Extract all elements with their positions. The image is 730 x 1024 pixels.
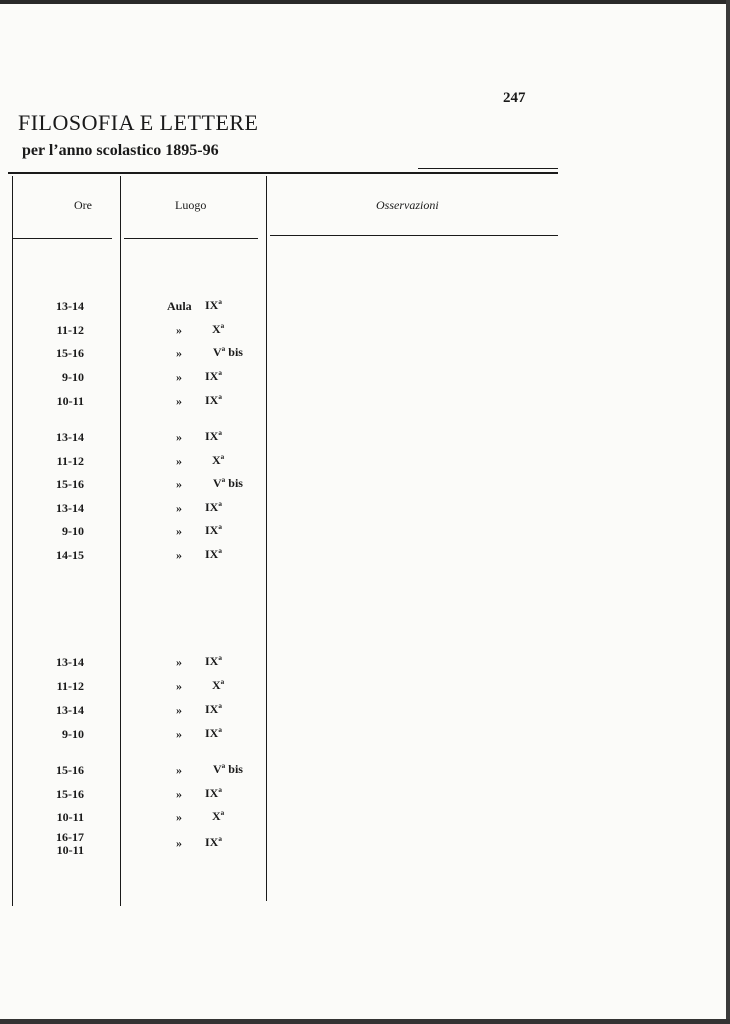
table-row-ore: 13-14 bbox=[56, 299, 84, 313]
table-top-rule bbox=[8, 172, 558, 174]
table-row-luogo-prefix: » bbox=[176, 454, 182, 468]
table-row-ore: 16-17 bbox=[56, 830, 84, 844]
table-row-luogo-room: Vª bis bbox=[213, 345, 243, 359]
table-row-luogo-room: Xª bbox=[212, 678, 225, 692]
table-row-luogo-room: IXª bbox=[205, 547, 222, 561]
table-left-border bbox=[12, 176, 13, 906]
table-row-ore: 10-11 bbox=[56, 394, 84, 408]
page-subtitle: per l’anno scolastico 1895-96 bbox=[22, 142, 219, 159]
table-row-luogo-room: IXª bbox=[205, 369, 222, 383]
table-row-ore: 13-14 bbox=[56, 430, 84, 444]
page-title: FILOSOFIA E LETTERE bbox=[18, 110, 259, 135]
table-row-luogo-room: IXª bbox=[205, 786, 222, 800]
table-row-ore: 13-14 bbox=[56, 501, 84, 515]
page-edge-top bbox=[0, 0, 730, 4]
table-row-ore: 9-10 bbox=[62, 370, 84, 384]
table-row-luogo-room: IXª bbox=[205, 429, 222, 443]
table-row-ore: 15-16 bbox=[56, 763, 84, 777]
table-row-luogo-prefix: » bbox=[176, 679, 182, 693]
header-underline-ore bbox=[12, 238, 112, 239]
table-row-ore: 11-12 bbox=[56, 323, 84, 337]
table-row-ore: 15-16 bbox=[56, 787, 84, 801]
table-row-luogo-room: IXª bbox=[205, 393, 222, 407]
page-edge-bottom bbox=[0, 1019, 730, 1024]
table-row-luogo-prefix: » bbox=[176, 477, 182, 491]
table-row-luogo-room: IXª bbox=[205, 654, 222, 668]
column-divider-ore-luogo bbox=[120, 176, 121, 906]
table-row-luogo-room: IXª bbox=[205, 523, 222, 537]
table-top-rule-accent bbox=[418, 168, 558, 169]
table-row-ore-secondary: 10-11 bbox=[56, 843, 84, 857]
table-row-ore: 13-14 bbox=[56, 703, 84, 717]
column-header-osservazioni: Osservazioni bbox=[376, 198, 439, 212]
page-number: 247 bbox=[503, 90, 526, 106]
page-edge-right bbox=[726, 0, 730, 1024]
table-row-ore: 15-16 bbox=[56, 477, 84, 491]
table-row-luogo-prefix: » bbox=[176, 810, 182, 824]
table-row-ore: 11-12 bbox=[56, 679, 84, 693]
table-row-luogo-room: Xª bbox=[212, 453, 225, 467]
table-row-luogo-room: IXª bbox=[205, 726, 222, 740]
table-row-luogo-prefix: » bbox=[176, 548, 182, 562]
table-row-luogo-prefix: » bbox=[176, 836, 182, 850]
table-row-luogo-room: Xª bbox=[212, 809, 225, 823]
table-row-ore: 9-10 bbox=[62, 524, 84, 538]
table-row-luogo-prefix: » bbox=[176, 787, 182, 801]
table-row-ore: 14-15 bbox=[56, 548, 84, 562]
table-row-luogo-prefix: » bbox=[176, 346, 182, 360]
table-row-luogo-prefix: » bbox=[176, 655, 182, 669]
column-header-luogo: Luogo bbox=[175, 198, 207, 212]
table-row-luogo-prefix: » bbox=[176, 501, 182, 515]
header-underline-luogo bbox=[124, 238, 258, 239]
table-row-luogo-room: Vª bis bbox=[213, 762, 243, 776]
table-row-ore: 11-12 bbox=[56, 454, 84, 468]
table-row-luogo-room: IXª bbox=[205, 298, 222, 312]
table-row-ore: 15-16 bbox=[56, 346, 84, 360]
table-row-luogo-room: IXª bbox=[205, 500, 222, 514]
table-row-luogo-prefix: » bbox=[176, 763, 182, 777]
table-row-luogo-prefix: » bbox=[176, 323, 182, 337]
table-row-ore: 13-14 bbox=[56, 655, 84, 669]
table-row-luogo-room: IXª bbox=[205, 702, 222, 716]
table-row-luogo-prefix: Aula bbox=[167, 299, 192, 313]
table-row-luogo-prefix: » bbox=[176, 727, 182, 741]
table-row-ore: 9-10 bbox=[62, 727, 84, 741]
column-divider-luogo-osservazioni bbox=[266, 176, 267, 901]
table-row-luogo-room: IXª bbox=[205, 835, 222, 849]
table-row-ore: 10-11 bbox=[56, 810, 84, 824]
table-row-luogo-prefix: » bbox=[176, 524, 182, 538]
table-row-luogo-prefix: » bbox=[176, 703, 182, 717]
header-underline-osservazioni bbox=[270, 235, 558, 236]
table-row-luogo-prefix: » bbox=[176, 370, 182, 384]
table-row-luogo-room: Vª bis bbox=[213, 476, 243, 490]
table-row-luogo-prefix: » bbox=[176, 394, 182, 408]
table-row-luogo-prefix: » bbox=[176, 430, 182, 444]
column-header-ore: Ore bbox=[74, 198, 92, 212]
table-row-luogo-room: Xª bbox=[212, 322, 225, 336]
